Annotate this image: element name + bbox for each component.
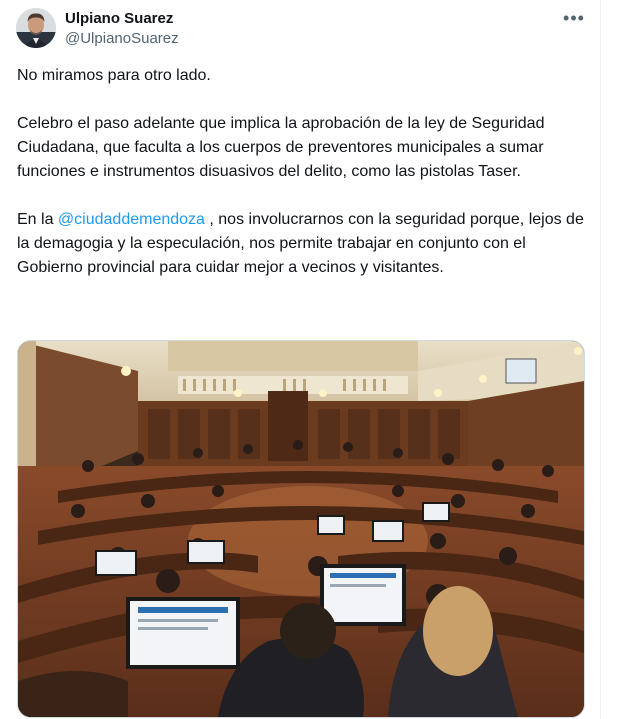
more-options-button[interactable] xyxy=(560,8,588,28)
tweet-paragraph-1: No miramos para otro lado. xyxy=(17,67,211,84)
tweet-paragraph-3-start: En la xyxy=(17,211,58,228)
legislature-chamber-image xyxy=(18,341,584,717)
avatar[interactable] xyxy=(16,8,56,48)
tweet-paragraph-3 xyxy=(17,208,587,280)
author-handle[interactable]: @UlpianoSuarez xyxy=(65,30,179,47)
mention-link[interactable]: @ciudaddemendoza xyxy=(57,211,205,228)
tweet-paragraph-2: Celebro el paso adelante que implica la aprobación de la ley de Seguridad Ciudadana, que faculta a los cuerpos de preventores municipales a sumar funciones e instrumentos disuasivos del delito, como las pistolas Taser. xyxy=(17,115,545,180)
tweet-paragraph-3-end: , nos involucrarnos con la seguridad porque, lejos de la demagogia y la especulación, nos permite trabajar en conjunto con el Gobierno provincial para cuidar mejor a vecinos y visitantes. xyxy=(17,211,584,276)
avatar-image xyxy=(16,8,56,48)
tweet-text xyxy=(17,64,587,280)
more-horizontal-icon: ••• xyxy=(563,7,585,28)
tweet-photo[interactable] xyxy=(17,340,585,718)
author-name[interactable]: Ulpiano Suarez xyxy=(65,10,174,27)
